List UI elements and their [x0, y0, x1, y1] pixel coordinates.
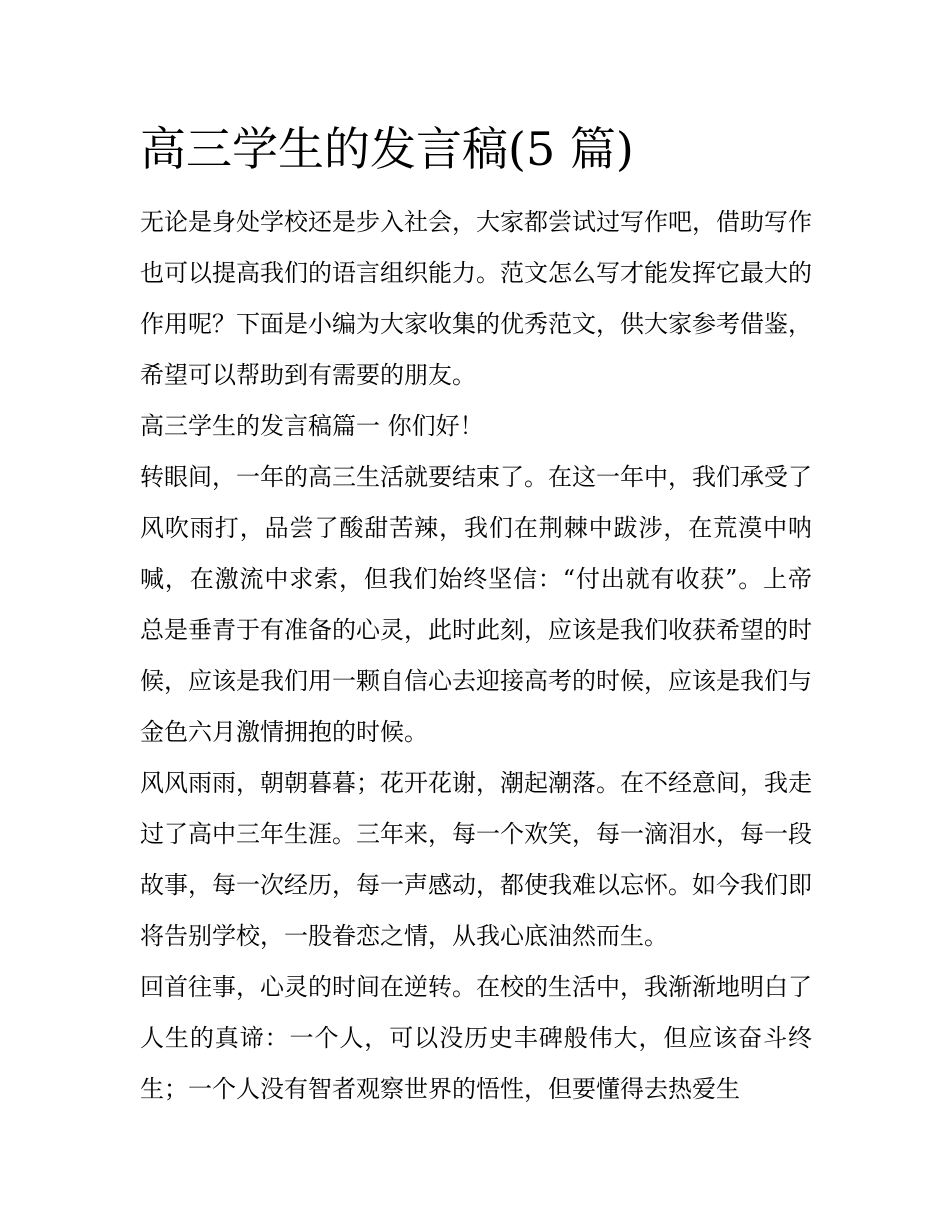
body-paragraph: 转眼间，一年的高三生活就要结束了。在这一年中，我们承受了风吹雨打，品尝了酸甜苦辣，我们在荆棘中跋涉，在荒漠中呐喊，在激流中求索，但我们始终坚信：“付出就有收获”。上帝总是垂青于有准备的心灵，此时此刻，应该是我们收获希望的时候，应该是我们用一颗自信心去迎接高考的时候，应该是我们与金色六月激情拥抱的时候。: [140, 463, 812, 746]
body-paragraph: 风风雨雨，朝朝暮暮；花开花谢，潮起潮落。在不经意间，我走过了高中三年生涯。三年来，每一个欢笑，每一滴泪水，每一段故事，每一次经历，每一声感动，都使我难以忘怀。如今我们即将告别学校，一股眷恋之情，从我心底油然而生。: [140, 769, 812, 950]
intro-paragraph: 无论是身处学校还是步入社会，大家都尝试过写作吧，借助写作也可以提高我们的语言组织能力。范文怎么写才能发挥它最大的作用呢？下面是小编为大家收集的优秀范文，供大家参考借鉴，希望可以帮助到有需要的朋友。: [140, 208, 812, 389]
document-title: 高三学生的发言稿(5 篇): [140, 122, 634, 176]
document-body: [140, 197, 812, 1115]
body-paragraph: 回首往事，心灵的时间在逆转。在校的生活中，我渐渐地明白了人生的真谛：一个人，可以没历史丰碑般伟大，但应该奋斗终生；一个人没有智者观察世界的悟性，但要懂得去热爱生: [140, 973, 812, 1103]
section-heading-paragraph: 高三学生的发言稿篇一 你们好！: [140, 412, 484, 440]
